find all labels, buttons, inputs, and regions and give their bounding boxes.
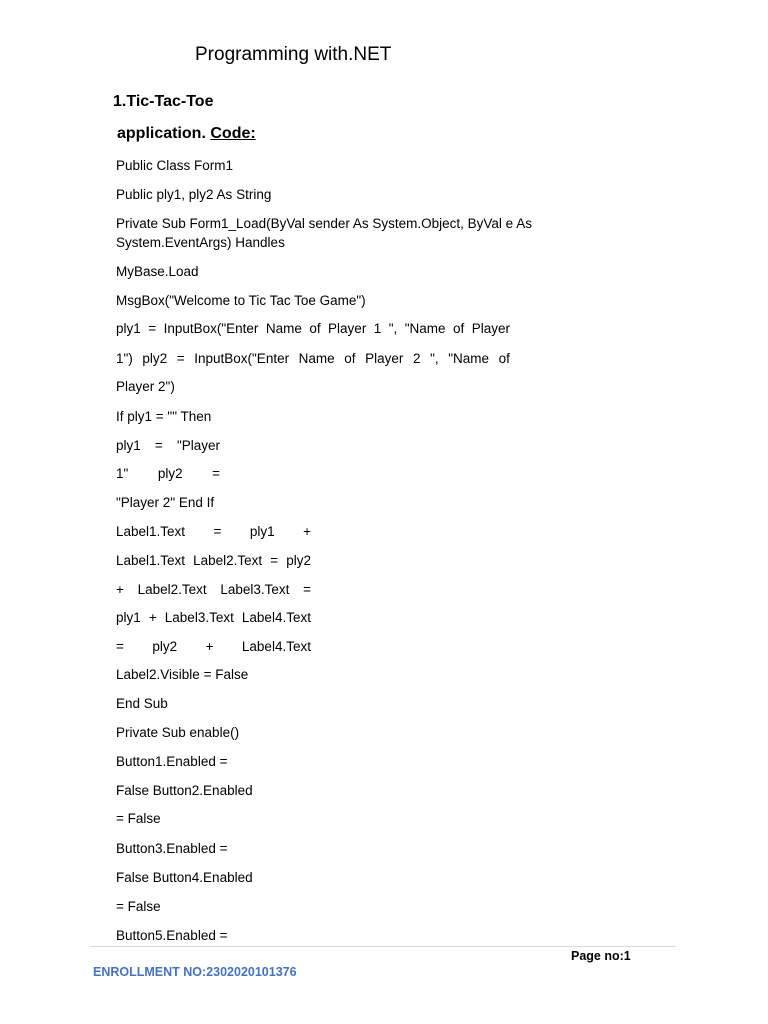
code-word: Player [365,351,404,366]
code-line: Player 2") [116,379,175,394]
code-word: ", [430,351,439,366]
code-line: MyBase.Load [116,264,199,279]
code-word: ply2 [286,553,311,568]
code-line: False Button4.Enabled [116,870,253,885]
code-word: of [309,321,321,336]
code-line: False Button2.Enabled [116,783,253,798]
code-word: = [212,466,220,481]
code-word: Label1.Text [116,553,186,568]
code-word: ply1 [116,438,141,453]
code-line: "Player 2" End If [116,495,215,510]
code-word: Name [298,351,335,366]
code-line: Public ply1, ply2 As String [116,187,272,202]
code-line: Public Class Form1 [116,158,234,173]
code-word: + [303,524,311,539]
code-line: = False [116,811,161,826]
code-line [116,464,220,483]
code-word: 1 [373,321,382,336]
code-line: Label2.Visible = False [116,667,249,682]
section-heading [113,93,213,111]
code-word: "Name [404,321,446,336]
page-number: Page no:1 [571,949,631,963]
code-word: 2 [413,351,421,366]
code-word: Label2.Text [137,582,207,597]
code-word: ply1 [116,610,141,625]
code-word: = [148,321,157,336]
code-word: Label2.Text [193,553,263,568]
section-subheading-text: application. [117,125,206,142]
code-word: = [116,639,124,654]
code-word: "Name [448,351,490,366]
code-word: of [453,321,465,336]
code-word: Label4.Text [241,639,311,654]
code-word: ply1 [249,524,275,539]
code-line [116,522,311,541]
code-line [116,608,311,627]
code-word: + [116,582,124,597]
code-word: Player [328,321,367,336]
code-word: ", [388,321,398,336]
code-line [116,637,311,656]
code-line: End Sub [116,696,168,711]
code-line: MsgBox("Welcome to Tic Tac Toe Game") [116,293,366,308]
section-number: 1. [113,93,127,110]
code-line: Private Sub Form1_Load(ByVal sender As System.Object, ByVal e As [116,216,532,231]
code-line [116,580,311,599]
enrollment-number: ENROLLMENT NO:2302020101376 [93,965,297,979]
code-line [116,319,510,338]
code-line: Button1.Enabled = [116,754,228,769]
code-word: Label3.Text [220,582,290,597]
code-word: = [270,553,279,568]
section-name: Tic-Tac-Toe [126,93,214,110]
code-word: = [176,351,185,366]
code-word: "Player [176,438,220,453]
code-word: = [213,524,222,539]
code-word: Label3.Text [164,610,234,625]
code-line: If ply1 = "" Then [116,409,212,424]
code-word: 1" [116,466,129,481]
code-word: Player [471,321,510,336]
code-word: InputBox("Enter [163,321,259,336]
code-line: Button5.Enabled = [116,928,228,943]
code-line: = False [116,899,161,914]
code-word: + [205,639,214,654]
code-word: of [344,351,356,366]
code-line [116,551,311,570]
code-word: Label4.Text [241,610,311,625]
code-word: Label1.Text [116,524,186,539]
code-label: Code: [210,125,256,142]
code-word: Name [265,321,302,336]
code-word: 1") [116,351,133,366]
code-word: ply2 [152,639,178,654]
code-line: Private Sub enable() [116,725,240,740]
footer-divider [90,946,676,947]
code-line [116,436,220,455]
code-word: + [148,610,157,625]
code-line: System.EventArgs) Handles [116,235,285,250]
code-word: InputBox("Enter [194,351,290,366]
code-word: of [498,351,510,366]
code-line: Button3.Enabled = [116,841,228,856]
code-word: = [303,582,311,597]
code-word: ply1 [116,321,141,336]
code-word: = [154,438,163,453]
section-subheading [117,125,256,143]
code-word: ply2 [157,466,183,481]
code-word: ply2 [142,351,168,366]
code-line [116,349,510,368]
page-title: Programming with.NET [195,44,392,65]
